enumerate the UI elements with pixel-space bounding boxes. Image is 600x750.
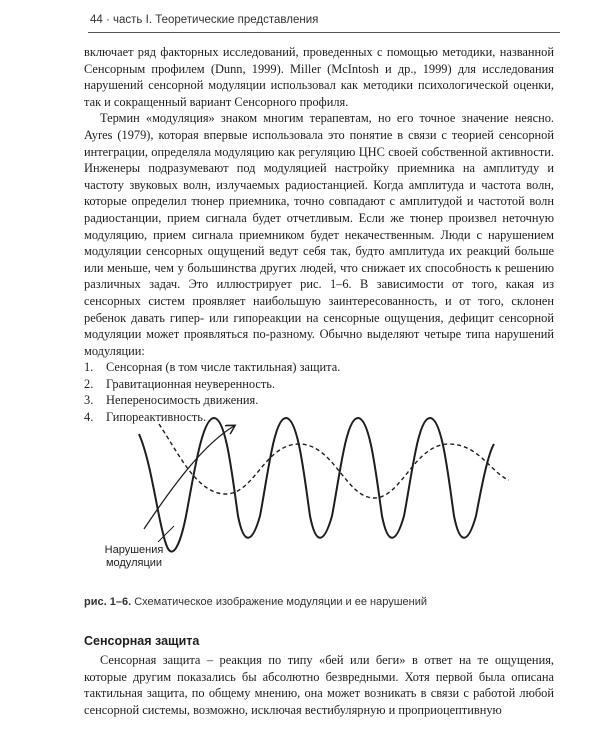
section-body [84, 652, 554, 718]
list-text: Гравитационная неуверенность. [106, 376, 276, 391]
page-number: 44 [90, 14, 103, 26]
running-header [90, 14, 318, 26]
header-rule [88, 32, 560, 33]
section-paragraph-1: Сенсорная защита – реакция по типу «бей или беги» в ответ на те ощущения, которые другим показались бы абсолютно безвредными. Хотя первой была описана тактильная защита, по общему мнению, она может возникать в связи с работой любой сенсорной системы, возможно, исключая вестибулярную и проприоцептивную [84, 653, 554, 717]
header-separator: · [106, 14, 114, 26]
paragraph-1: включает ряд факторных исследований, проведенных с помощью методики, названной Сенсорным профилем (Dunn, 1999). Miller (McIntosh и др., 1999) для исследования нарушений сенсорной модуляции использовал как методики психологической оценки, так и сокращенный вариант Сенсорного профиля. [84, 45, 554, 109]
label-pointer [158, 526, 174, 542]
list-item [84, 359, 554, 376]
dashed-wave [159, 424, 509, 498]
running-title: часть I. Теоретические представления [113, 14, 319, 26]
list-text: Сенсорная (в том числе тактильная) защита. [106, 360, 341, 375]
list-number: 3. [84, 393, 94, 408]
body-text [84, 44, 554, 426]
modulation-figure [84, 404, 554, 584]
paragraph-2: Термин «модуляция» знаком многим терапевтам, но его точное значение неясно. Ayres (1979), которая впервые использовала это понятие в связи с теорией сенсорной интеграции, определяла модуляцию как регуляцию ЦНС своей собственной активности. Инженеры подразумевают под модуляцией настройку приемника на амплитуду и частоту звуковых волн, излучаемых радиостанцией. Когда амплитуда и частота волн, которые определил тюнер приемника, точно совпадают с амплитудой и частотой волн радиостанции, прием сигнала будет отчетливым. Если же тюнер произвел неточную модуляцию, прием сигнала приемником будет некачественным. Люди с нарушением модуляции сенсорных ощущений ведут себя так, будто амплитуда их реакций больше или меньше, чем у большинства других людей, что снижает их способность к решению различных задач. Это иллюстрирует рис. 1–6. В зависимости от того, какая из сенсорных систем проявляет наибольшую заинтересованность, и от того, склонен ребенок давать гипер- или гипореакции на сенсорные ощущения, дефицит сенсорной модуляции может проявляться по-разному. Обычно выделяют четыре типа нарушений модуляции: [84, 111, 554, 358]
list-number: 1. [84, 360, 94, 375]
list-number: 2. [84, 376, 94, 391]
solid-wave [139, 418, 494, 552]
label-line-1: Нарушения [104, 544, 164, 556]
section-title: Сенсорная защита [84, 634, 200, 648]
caption-prefix: рис. 1–6. [84, 596, 132, 608]
modulation-disorder-label [90, 544, 178, 570]
caption-text: Схематическое изображение модуляции и ее нарушений [134, 596, 428, 608]
list-item [84, 376, 554, 393]
list-text: Гипореактивность. [106, 410, 207, 425]
figure-caption [84, 596, 427, 608]
list-text: Непереносимость движения. [106, 393, 259, 408]
list-number: 4. [84, 410, 94, 425]
curved-arrow [144, 426, 234, 529]
label-line-2: модуляции [105, 557, 163, 569]
